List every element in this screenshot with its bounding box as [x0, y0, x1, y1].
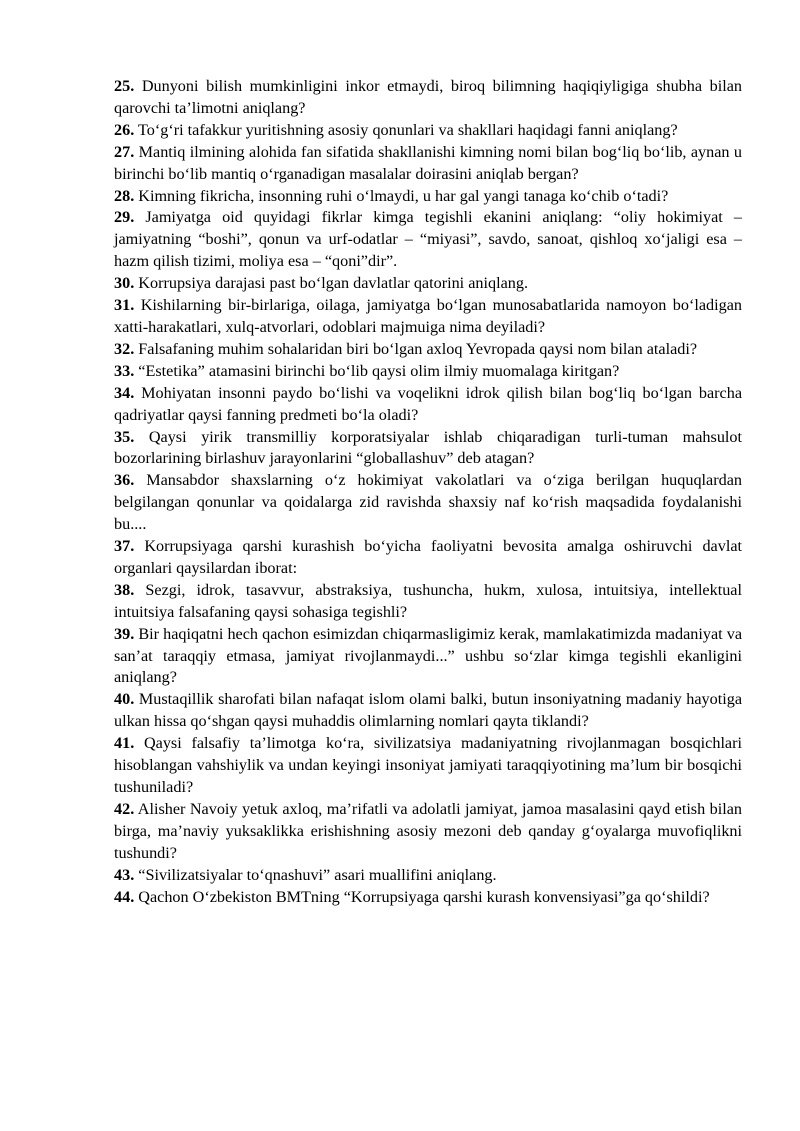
question-27 [114, 142, 742, 186]
question-text: Alisher Navoiy yetuk axloq, ma’rifatli va adolatli jamiyat, jamoa masalasini qayd etish bilan birga, ma’naviy yuksaklikka erishishning asosiy mezoni deb qanday g‘oyalarga muvofiqlikni tushundi? [114, 799, 742, 862]
question-number: 33. [114, 361, 135, 380]
question-text: Mustaqillik sharofati bilan nafaqat islom olami balki, butun insoniyatning madaniy hayotiga ulkan hissa qo‘shgan qaysi muhaddis olimlarning nomlari qayta tiklandi? [114, 690, 743, 731]
question-36 [114, 470, 742, 536]
question-number: 27. [114, 142, 135, 161]
question-25 [114, 76, 742, 120]
question-44 [114, 887, 742, 909]
question-text: Mohiyatan insonni paydo bo‘lishi va voqelikni idrok qilish bilan bog‘liq bo‘lgan barcha qadriyatlar qaysi fanning predmeti bo‘la oladi? [114, 383, 742, 424]
question-number: 31. [114, 296, 135, 315]
question-text: “Estetika” atamasini birinchi bo‘lib qaysi olim ilmiy muomalaga kiritgan? [138, 361, 620, 380]
question-number: 35. [114, 427, 135, 446]
question-number: 32. [114, 339, 135, 358]
question-34 [114, 383, 742, 427]
question-40 [114, 689, 742, 733]
question-41 [114, 733, 742, 799]
question-number: 40. [114, 690, 135, 709]
question-33 [114, 361, 742, 383]
question-43 [114, 865, 742, 887]
question-number: 43. [114, 865, 135, 884]
question-text: Korrupsiyaga qarshi kurashish bo‘yicha faoliyatni bevosita amalga oshiruvchi davlat organlari qaysilardan iborat: [114, 537, 742, 577]
question-number: 26. [114, 120, 135, 139]
question-29 [114, 207, 742, 273]
question-text: Qaysi yirik transmilliy korporatsiyalar ishlab chiqaradigan turli-tuman mahsulot bozorlarining birlashuv jarayonlarini “globallashuv” deb atagan? [114, 427, 743, 468]
question-35 [114, 427, 742, 471]
question-text: Bir haqiqatni hech qachon esimizdan chiqarmasligimiz kerak, mamlakatimizda madaniyat va san’at taraqqiy etmasa, jamiyat rivojlanmaydi...” ushbu so‘zlar kimga tegishli ekanligini aniqlang? [114, 624, 743, 687]
question-text: Jamiyatga oid quyidagi fikrlar kimga tegishli ekanini aniqlang: “oliy hokimiyat – jamiyatning “boshi”, qonun va urf-odatlar – “miyasi”, savdo, sanoat, qishloq xo‘jaligi esa – hazm qilish tizimi, moliya esa – “qoni”dir”. [114, 208, 743, 271]
question-38 [114, 580, 742, 624]
question-text: Kimning fikricha, insonning ruhi o‘lmaydi, u har gal yangi tanaga ko‘chib o‘tadi? [138, 186, 669, 205]
question-30 [114, 273, 742, 295]
question-number: 41. [114, 734, 135, 753]
question-26 [114, 120, 742, 142]
question-text: Sezgi, idrok, tasavvur, abstraksiya, tushuncha, hukm, xulosa, intuitsiya, intellektual intuitsiya falsafaning qaysi sohasiga tegishli? [114, 580, 742, 621]
question-number: 28. [114, 186, 135, 205]
question-number: 42. [114, 799, 135, 818]
question-number: 39. [114, 624, 135, 643]
question-28 [114, 186, 742, 208]
question-text: Qachon O‘zbekiston BMTning “Korrupsiyaga qarshi kurash konvensiyasi”ga qo‘shildi? [138, 887, 710, 906]
document-page [114, 76, 742, 908]
question-text: Qaysi falsafiy ta’limotga ko‘ra, sivilizatsiya madaniyatning rivojlanmagan bosqichlari hisoblangan vahshiylik va undan keyingi insoniyat jamiyati taraqqiyotining ma’lum bir bosqichi tushuniladi? [114, 734, 743, 796]
question-text: To‘g‘ri tafakkur yuritishning asosiy qonunlari va shakllari haqidagi fanni aniqlang? [138, 120, 678, 139]
question-number: 30. [114, 274, 135, 293]
question-text: Mantiq ilmining alohida fan sifatida shakllanishi kimning nomi bilan bog‘liq bo‘lib, aynan u birinchi bo‘lib mantiq o‘rganadigan masalalar doirasini aniqlab bergan? [114, 142, 742, 183]
question-number: 34. [114, 383, 135, 402]
question-31 [114, 295, 742, 339]
question-37 [114, 536, 742, 580]
question-42 [114, 799, 742, 865]
question-text: Korrupsiya darajasi past bo‘lgan davlatlar qatorini aniqlang. [138, 274, 529, 293]
question-text: Dunyoni bilish mumkinligini inkor etmaydi, biroq bilimning haqiqiyligiga shubha bilan qarovchi ta’limotni aniqlang? [114, 77, 743, 117]
question-39 [114, 624, 742, 690]
question-number: 38. [114, 580, 135, 599]
question-text: Falsafaning muhim sohalaridan biri bo‘lgan axloq Yevropada qaysi nom bilan ataladi? [138, 339, 698, 358]
question-number: 29. [114, 208, 135, 227]
question-text: “Sivilizatsiyalar to‘qnashuvi” asari muallifini aniqlang. [138, 865, 497, 884]
question-text: Kishilarning bir-birlariga, oilaga, jamiyatga bo‘lgan munosabatlarida namoyon bo‘ladigan xatti-harakatlari, xulq-atvorlari, odoblari majmuiga nima deyiladi? [114, 296, 742, 336]
question-32 [114, 339, 742, 361]
question-number: 36. [114, 471, 135, 490]
question-text: Mansabdor shaxslarning o‘z hokimiyat vakolatlari va o‘ziga berilgan huquqlardan belgilangan qonunlar va qoidalarga zid ravishda shaxsiy naf ko‘rish maqsadida foydalanishi bu.... [114, 471, 743, 534]
question-number: 44. [114, 887, 135, 906]
question-number: 25. [114, 77, 135, 95]
question-number: 37. [114, 537, 135, 556]
